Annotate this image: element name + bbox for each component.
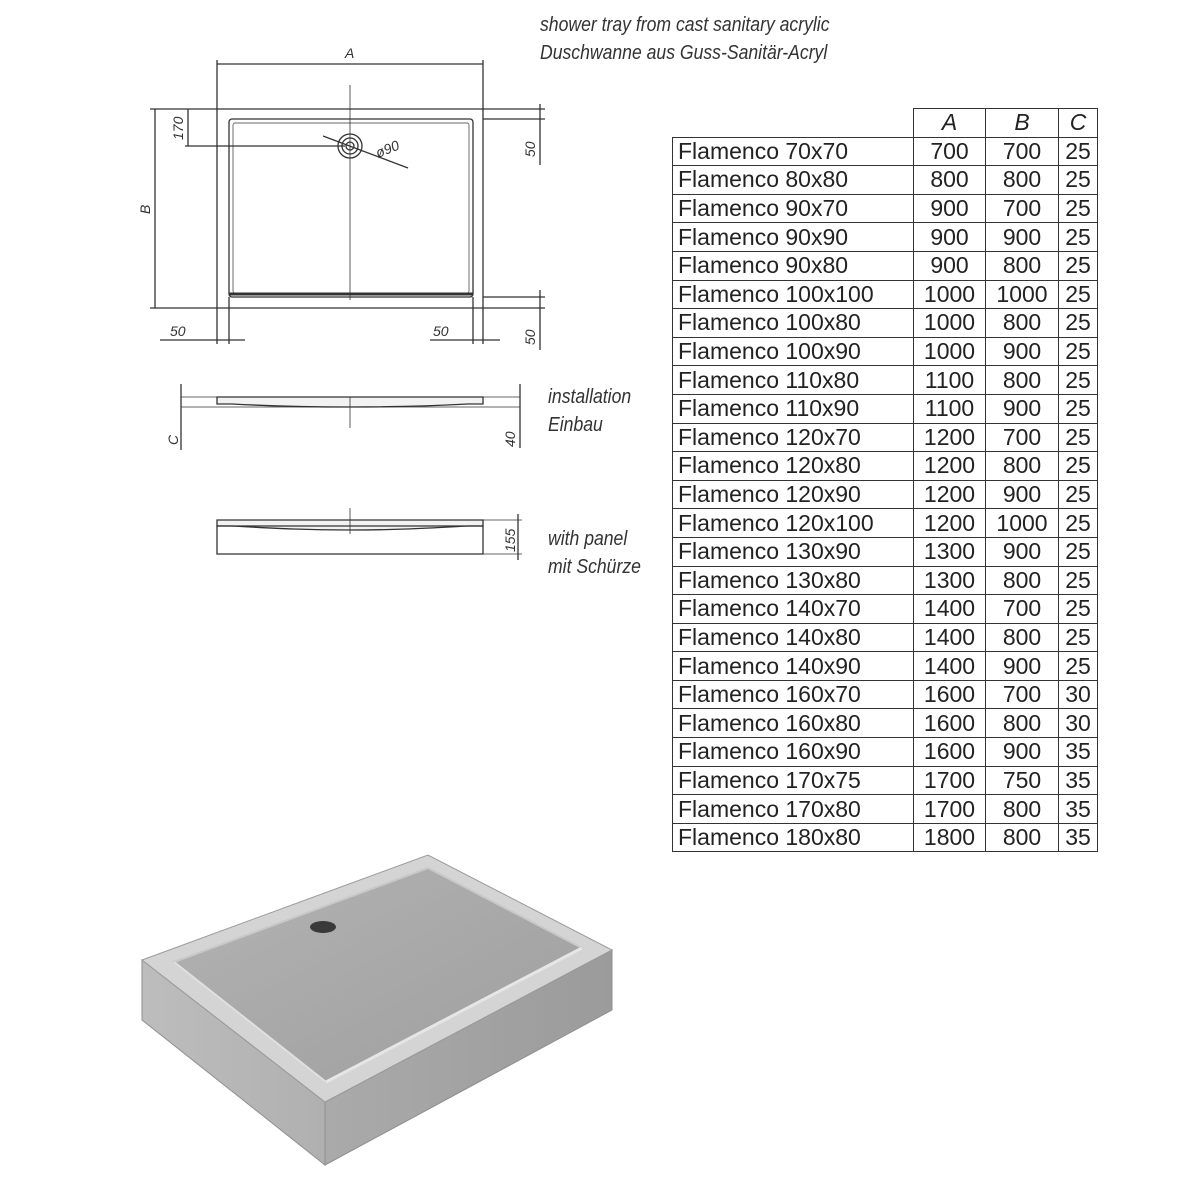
label-b: B: [137, 204, 153, 214]
panel-label-de: mit Schürze: [548, 556, 641, 578]
dim-b-cell: 800: [986, 566, 1059, 595]
dim-b-cell: 900: [986, 537, 1059, 566]
dim-a-cell: 1200: [914, 509, 986, 538]
model-cell: Flamenco 100x80: [673, 309, 914, 338]
model-cell: Flamenco 160x90: [673, 738, 914, 767]
dim-155: 155: [502, 528, 518, 552]
table-row: [673, 680, 1098, 709]
dim-b-cell: 900: [986, 480, 1059, 509]
table-row: [673, 623, 1098, 652]
table-row: [673, 738, 1098, 767]
model-cell: Flamenco 100x100: [673, 280, 914, 309]
model-cell: Flamenco 80x80: [673, 166, 914, 195]
table-row: [673, 137, 1098, 166]
dim-c-cell: 30: [1059, 709, 1098, 738]
dim-b-cell: 800: [986, 795, 1059, 824]
model-cell: Flamenco 130x90: [673, 537, 914, 566]
dim-b-cell: 700: [986, 595, 1059, 624]
table-row: [673, 652, 1098, 681]
panel-label-en: with panel: [548, 528, 628, 550]
dim-170: 170: [170, 116, 186, 140]
dim-drain: ø90: [373, 136, 402, 161]
dim-b-cell: 900: [986, 337, 1059, 366]
table-row: [673, 480, 1098, 509]
dim-c-cell: 25: [1059, 366, 1098, 395]
model-cell: Flamenco 110x90: [673, 394, 914, 423]
dim-a-cell: 1700: [914, 795, 986, 824]
dim-c-cell: 30: [1059, 680, 1098, 709]
table-row: [673, 709, 1098, 738]
model-cell: Flamenco 130x80: [673, 566, 914, 595]
model-cell: Flamenco 180x80: [673, 823, 914, 852]
table-row: [673, 595, 1098, 624]
table-row: [673, 280, 1098, 309]
header-b: B: [986, 109, 1059, 138]
model-cell: Flamenco 140x70: [673, 595, 914, 624]
model-cell: Flamenco 100x90: [673, 337, 914, 366]
dim-50-left: 50: [170, 323, 186, 339]
dim-c-cell: 25: [1059, 223, 1098, 252]
dim-b-cell: 1000: [986, 509, 1059, 538]
label-a: A: [345, 45, 355, 61]
dim-c-cell: 25: [1059, 337, 1098, 366]
dim-b-cell: 900: [986, 738, 1059, 767]
dim-a-cell: 1000: [914, 337, 986, 366]
dim-c-cell: 25: [1059, 452, 1098, 481]
dim-b-cell: 700: [986, 137, 1059, 166]
title-german: Duschwanne aus Guss-Sanitär-Acryl: [540, 42, 828, 64]
dim-a-cell: 1700: [914, 766, 986, 795]
table-row: [673, 566, 1098, 595]
dim-a-cell: 1100: [914, 366, 986, 395]
dim-a-cell: 1200: [914, 423, 986, 452]
dim-a-cell: 1100: [914, 394, 986, 423]
dim-a-cell: 700: [914, 137, 986, 166]
dim-b-cell: 800: [986, 709, 1059, 738]
table-row: [673, 166, 1098, 195]
model-cell: Flamenco 160x80: [673, 709, 914, 738]
dim-a-cell: 1000: [914, 309, 986, 338]
dim-a-cell: 1600: [914, 709, 986, 738]
dim-a-cell: 1800: [914, 823, 986, 852]
dim-c: C: [165, 434, 181, 445]
model-cell: Flamenco 120x90: [673, 480, 914, 509]
model-cell: Flamenco 90x70: [673, 194, 914, 223]
table-row: [673, 509, 1098, 538]
dim-a-cell: 1400: [914, 652, 986, 681]
dim-b-cell: 800: [986, 452, 1059, 481]
table-row: [673, 194, 1098, 223]
dim-40: 40: [502, 431, 518, 447]
dim-a-cell: 1300: [914, 566, 986, 595]
dim-a-cell: 1400: [914, 623, 986, 652]
dim-b-cell: 800: [986, 823, 1059, 852]
installation-label-en: installation: [548, 386, 632, 408]
dim-b-cell: 700: [986, 423, 1059, 452]
dim-b-cell: 800: [986, 251, 1059, 280]
dim-50-bottom: 50: [433, 323, 449, 339]
table-row: [673, 537, 1098, 566]
dim-c-cell: 35: [1059, 823, 1098, 852]
dim-a-cell: 1200: [914, 480, 986, 509]
table-row: [673, 795, 1098, 824]
dim-c-cell: 25: [1059, 423, 1098, 452]
table-row: [673, 766, 1098, 795]
table-row: [673, 337, 1098, 366]
dim-c-cell: 25: [1059, 623, 1098, 652]
table-corner: [673, 109, 914, 138]
dim-b-cell: 700: [986, 194, 1059, 223]
dim-50-right-top: 50: [522, 141, 538, 157]
dim-b-cell: 800: [986, 166, 1059, 195]
technical-drawing: [0, 0, 660, 600]
dim-c-cell: 25: [1059, 509, 1098, 538]
model-cell: Flamenco 90x80: [673, 251, 914, 280]
table-row: [673, 366, 1098, 395]
table-row: [673, 309, 1098, 338]
dim-a-cell: 900: [914, 223, 986, 252]
model-cell: Flamenco 170x75: [673, 766, 914, 795]
model-cell: Flamenco 170x80: [673, 795, 914, 824]
title-english: shower tray from cast sanitary acrylic: [540, 14, 830, 36]
dim-b-cell: 1000: [986, 280, 1059, 309]
dim-b-cell: 900: [986, 223, 1059, 252]
dim-b-cell: 900: [986, 394, 1059, 423]
dim-c-cell: 25: [1059, 194, 1098, 223]
dim-c-cell: 25: [1059, 280, 1098, 309]
model-cell: Flamenco 160x70: [673, 680, 914, 709]
model-cell: Flamenco 120x70: [673, 423, 914, 452]
dim-c-cell: 25: [1059, 537, 1098, 566]
table-row: [673, 452, 1098, 481]
dim-c-cell: 35: [1059, 795, 1098, 824]
dim-b-cell: 750: [986, 766, 1059, 795]
dim-b-cell: 800: [986, 366, 1059, 395]
dim-50-right-bottom: 50: [522, 329, 538, 345]
tray-drain: [310, 921, 336, 933]
model-cell: Flamenco 90x90: [673, 223, 914, 252]
dim-c-cell: 25: [1059, 309, 1098, 338]
dim-c-cell: 25: [1059, 394, 1098, 423]
model-cell: Flamenco 70x70: [673, 137, 914, 166]
dim-a-cell: 800: [914, 166, 986, 195]
dim-c-cell: 25: [1059, 137, 1098, 166]
dim-b-cell: 900: [986, 652, 1059, 681]
dim-c-cell: 25: [1059, 566, 1098, 595]
dim-a-cell: 1200: [914, 452, 986, 481]
dim-b-cell: 700: [986, 680, 1059, 709]
dim-a-cell: 1600: [914, 680, 986, 709]
tray-3d-render: [130, 840, 670, 1170]
model-cell: Flamenco 110x80: [673, 366, 914, 395]
dim-c-cell: 25: [1059, 251, 1098, 280]
model-cell: Flamenco 140x80: [673, 623, 914, 652]
table-row: [673, 251, 1098, 280]
header-c: C: [1059, 109, 1098, 138]
dim-a-cell: 1300: [914, 537, 986, 566]
dim-b-cell: 800: [986, 623, 1059, 652]
installation-label-de: Einbau: [548, 414, 603, 436]
dim-c-cell: 25: [1059, 595, 1098, 624]
table-row: [673, 423, 1098, 452]
model-cell: Flamenco 120x100: [673, 509, 914, 538]
dim-c-cell: 35: [1059, 766, 1098, 795]
dimension-table: [672, 108, 1098, 852]
dim-c-cell: 25: [1059, 166, 1098, 195]
dim-b-cell: 800: [986, 309, 1059, 338]
dim-a-cell: 1400: [914, 595, 986, 624]
dim-a-cell: 1000: [914, 280, 986, 309]
dim-c-cell: 35: [1059, 738, 1098, 767]
model-cell: Flamenco 140x90: [673, 652, 914, 681]
dim-a-cell: 1600: [914, 738, 986, 767]
table-row: [673, 394, 1098, 423]
dim-c-cell: 25: [1059, 480, 1098, 509]
table-row: [673, 223, 1098, 252]
model-cell: Flamenco 120x80: [673, 452, 914, 481]
dim-a-cell: 900: [914, 194, 986, 223]
table-row: [673, 823, 1098, 852]
header-a: A: [914, 109, 986, 138]
dim-c-cell: 25: [1059, 652, 1098, 681]
dim-a-cell: 900: [914, 251, 986, 280]
